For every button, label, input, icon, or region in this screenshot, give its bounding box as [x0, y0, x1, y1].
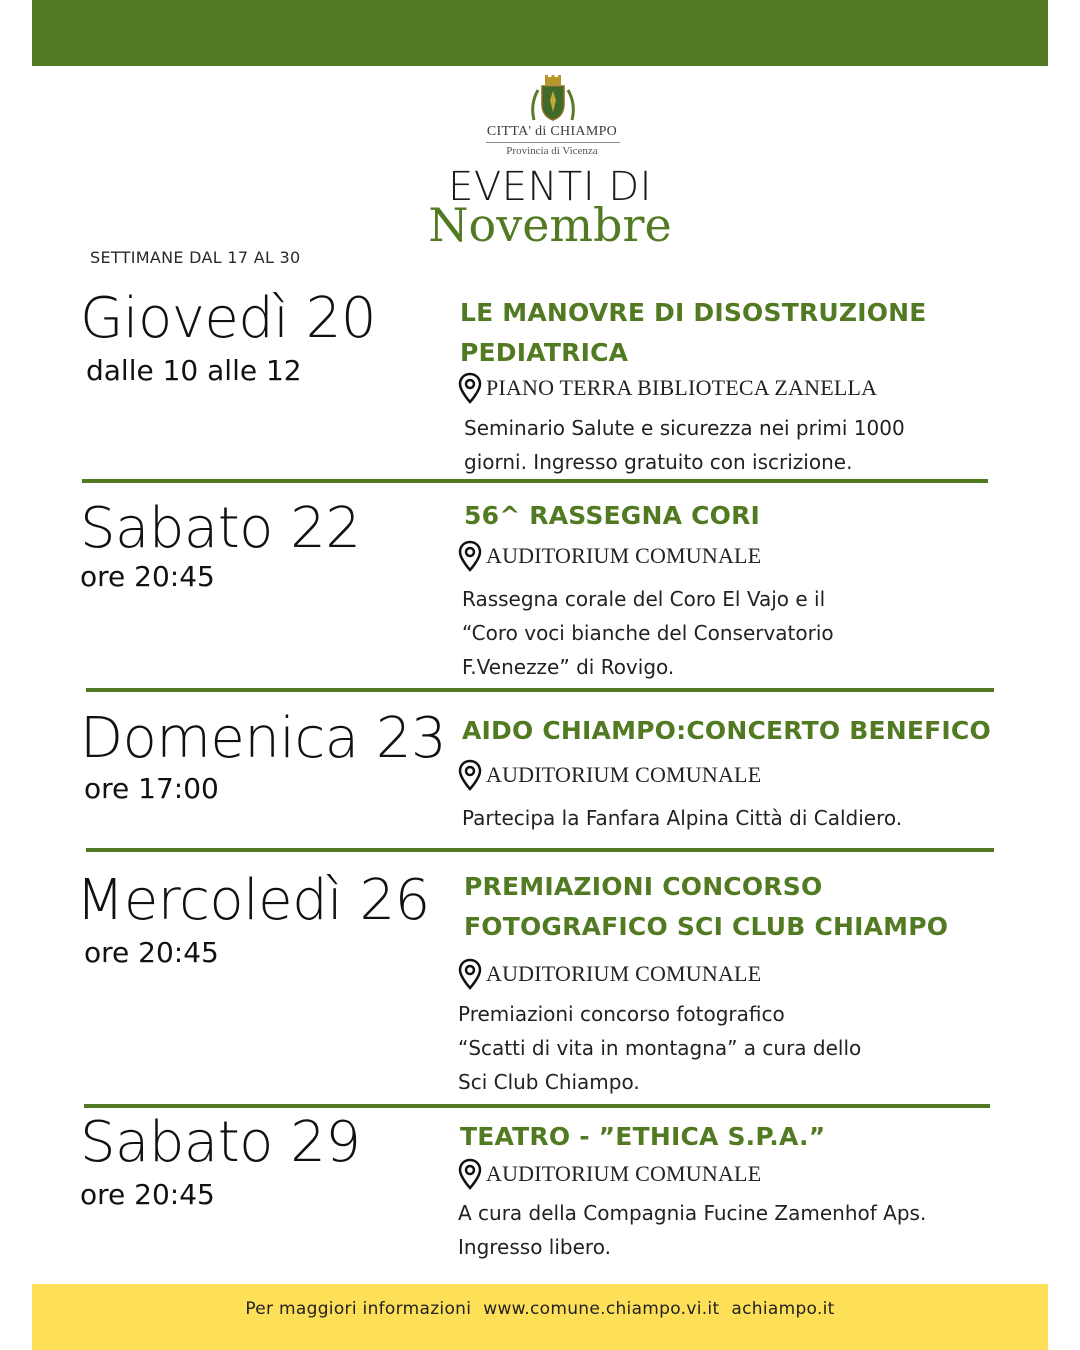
event-title: [462, 711, 991, 751]
event-day: Domenica 23: [80, 706, 447, 771]
province-name: Provincia di Vicenza: [506, 145, 598, 157]
footer-label: Per maggiori informazioni: [245, 1299, 472, 1319]
map-pin-icon: [458, 372, 482, 404]
event-divider: [84, 1104, 990, 1108]
event-title-line: AIDO CHIAMPO:CONCERTO BENEFICO: [462, 716, 991, 745]
event-title: [460, 293, 927, 373]
event-description-line: Rassegna corale del Coro El Vajo e il: [462, 587, 826, 611]
city-name: CITTA' di CHIAMPO: [486, 124, 618, 139]
event-time: ore 20:45: [80, 560, 215, 593]
coat-of-arms-icon: [528, 74, 578, 124]
event-divider: [82, 479, 988, 483]
event-description-line: “Scatti di vita in montagna” a cura dello: [458, 1036, 862, 1060]
event-time: dalle 10 alle 12: [86, 354, 302, 387]
event-title: [460, 1117, 825, 1157]
event-description: [464, 411, 905, 479]
event-title: [464, 496, 760, 536]
event-location-text: AUDITORIUM COMUNALE: [486, 543, 762, 568]
map-pin-icon: [458, 1158, 482, 1190]
event-day: Mercoledì 26: [76, 868, 430, 933]
event-description-line: Sci Club Chiampo.: [458, 1070, 640, 1094]
event-title: [464, 867, 948, 947]
event-description-line: “Coro voci bianche del Conservatorio: [462, 621, 834, 645]
event-location-text: AUDITORIUM COMUNALE: [486, 961, 762, 986]
weeks-subtitle: SETTIMANE DAL 17 AL 30: [90, 248, 301, 267]
event-title-line: 56^ RASSEGNA CORI: [464, 501, 761, 530]
event-divider: [86, 688, 994, 692]
event-title-line: TEATRO - ”ETHICA S.P.A.”: [460, 1122, 826, 1151]
event-time: ore 20:45: [80, 1178, 215, 1211]
event-time: ore 20:45: [84, 936, 219, 969]
event-description-line: giorni. Ingresso gratuito con iscrizione.: [464, 450, 853, 474]
event-day: Sabato 22: [80, 496, 361, 561]
event-location: [458, 958, 761, 990]
event-time: ore 17:00: [84, 772, 219, 805]
map-pin-icon: [458, 958, 482, 990]
city-divider: [486, 142, 620, 143]
footer-link-achiampo[interactable]: achiampo.it: [731, 1299, 835, 1319]
event-location-text: AUDITORIUM COMUNALE: [486, 1161, 762, 1186]
event-location: [458, 1158, 761, 1190]
event-description-line: A cura della Compagnia Fucine Zamenhof Aps.: [458, 1201, 927, 1225]
footer-link-comune[interactable]: www.comune.chiampo.vi.it: [483, 1299, 720, 1319]
event-description: [462, 582, 834, 684]
map-pin-icon: [458, 540, 482, 572]
event-description: [458, 997, 861, 1099]
event-title-line: PREMIAZIONI CONCORSO: [464, 872, 823, 901]
top-banner: [32, 0, 1048, 66]
event-title-line: LE MANOVRE DI DISOSTRUZIONE: [460, 298, 927, 327]
event-location: [458, 540, 761, 572]
event-description: [458, 1196, 926, 1264]
event-title-line: FOTOGRAFICO SCI CLUB CHIAMPO: [464, 912, 949, 941]
event-description-line: Premiazioni concorso fotografico: [458, 1002, 785, 1026]
event-description-line: F.Venezze” di Rovigo.: [462, 655, 675, 679]
event-description: [462, 801, 902, 835]
footer-info: [32, 1284, 1048, 1334]
event-location-text: AUDITORIUM COMUNALE: [486, 762, 762, 787]
event-description-line: Partecipa la Fanfara Alpina Città di Caldiero.: [462, 806, 903, 830]
event-description-line: Seminario Salute e sicurezza nei primi 1000: [464, 416, 905, 440]
event-location-text: PIANO TERRA BIBLIOTECA ZANELLA: [486, 375, 878, 400]
event-title-line: PEDIATRICA: [460, 338, 629, 367]
event-day: Giovedì 20: [80, 286, 376, 351]
event-location: [458, 759, 761, 791]
map-pin-icon: [458, 759, 482, 791]
event-description-line: Ingresso libero.: [458, 1235, 611, 1259]
event-location: [458, 372, 877, 404]
month-title: Novembre: [428, 198, 672, 252]
event-divider: [86, 848, 994, 852]
page-title: EVENTI DI: [448, 164, 652, 210]
event-day: Sabato 29: [80, 1110, 361, 1175]
